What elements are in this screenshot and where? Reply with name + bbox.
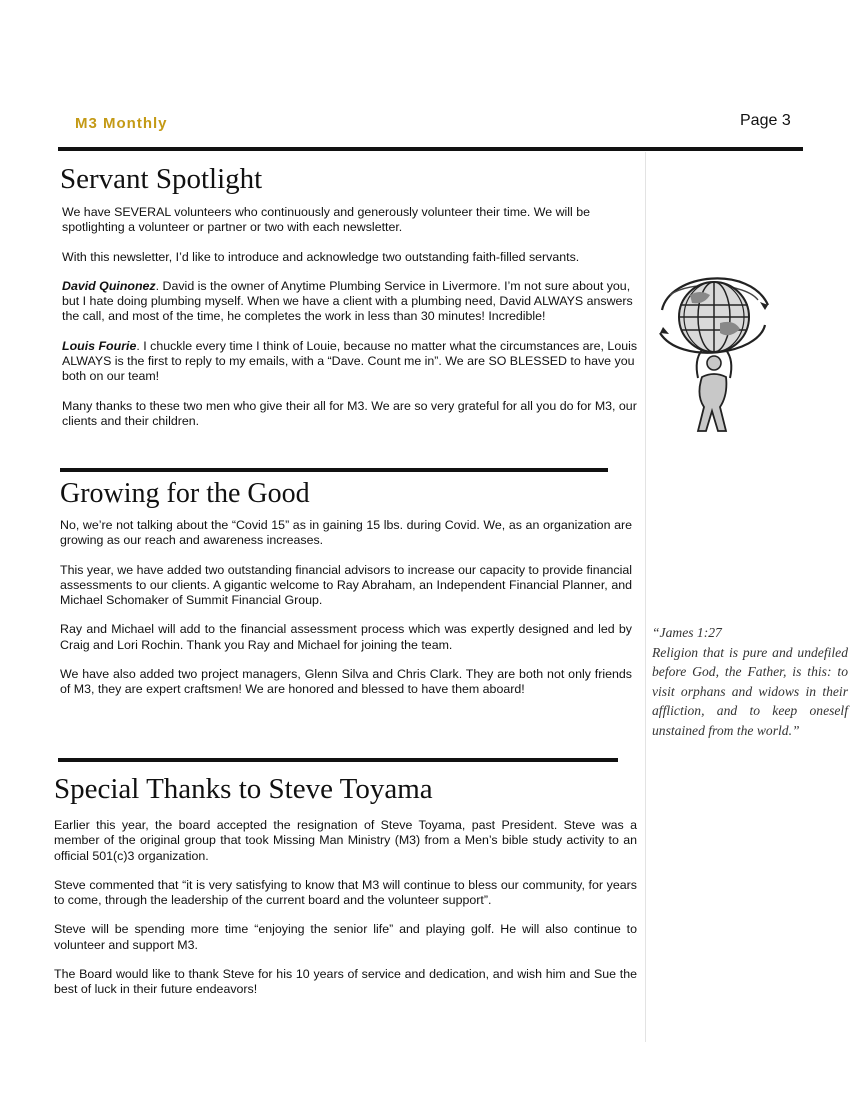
spotlight-paragraph-1: We have SEVERAL volunteers who continuously and generously volunteer their time. We will be spotlighting a volunteer or partner or two with each newsletter. [62, 205, 591, 235]
section-title-special-thanks: Special Thanks to Steve Toyama [54, 773, 433, 805]
spotlight-paragraph-2: With this newsletter, I’d like to introduce and acknowledge two outstanding faith-filled servants. [62, 249, 580, 264]
growing-paragraph-2: This year, we have added two outstanding financial advisors to increase our capacity to provide financial assessments to our clients. A gigantic welcome to Ray Abraham, an Independent Financial Planner, and Michael Schomaker of Summit Financial Group. [60, 562, 632, 608]
scripture-text: Religion that is pure and undefiled before God, the Father, is this: to visit orphans and widows in their affliction, and to keep oneself unstained from the world.” [652, 644, 848, 738]
section-title-growing-for-the-good: Growing for the Good [60, 478, 310, 509]
publication-title: M3 Monthly [75, 115, 168, 132]
scripture-reference: “James 1:27 [652, 625, 722, 640]
growing-paragraph-1: No, we’re not talking about the “Covid 15” as in gaining 15 lbs. during Covid. We, as an organization are growing as our reach and awareness increases. [60, 518, 632, 548]
thanks-paragraph-3: Steve will be spending more time “enjoying the senior life” and playing golf. He will also continue to volunteer and support M3. [54, 922, 637, 952]
figure-holding-globe-icon [650, 255, 775, 435]
volunteer-text-louis: . I chuckle every time I think of Louie, because no matter what the circumstances are, Louis ALWAYS is the first to reply to my emails, with a “Dave. Count me in”. We are SO BLESSED to have you both on our team! [62, 338, 638, 384]
volunteer-name-david: David Quinonez [62, 278, 156, 293]
growing-body [60, 518, 632, 712]
globe-figure-illustration [650, 255, 775, 435]
spotlight-paragraph-3 [62, 279, 638, 325]
scripture-quote [652, 623, 848, 740]
special-thanks-body [54, 818, 637, 1012]
header-rule [58, 147, 803, 151]
section-rule-1 [60, 468, 608, 472]
growing-paragraph-3: Ray and Michael will add to the financial assessment process which was expertly designed and led by Craig and Lori Rochin. Thank you Ray and Michael for joining the team. [60, 622, 632, 652]
page-number: Page 3 [740, 112, 791, 129]
spotlight-paragraph-4 [62, 339, 638, 385]
growing-paragraph-4: We have also added two project managers, Glenn Silva and Chris Clark. They are both not only friends of M3, they are expert craftsmen! We are honored and blessed to have them aboard! [60, 667, 632, 697]
thanks-paragraph-2: Steve commented that “it is very satisfying to know that M3 will continue to bless our community, for years to come, through the leadership of the current board and the volunteer support”. [54, 877, 637, 908]
sidebar-divider [645, 152, 646, 1042]
thanks-paragraph-1: Earlier this year, the board accepted the resignation of Steve Toyama, past President. Steve was a member of the original group that took Missing Man Ministry (M3) from a Men’s bible study activity to an official 501(c)3 organization. [54, 818, 637, 863]
volunteer-name-louis: Louis Fourie [62, 338, 137, 353]
section-title-servant-spotlight: Servant Spotlight [60, 163, 263, 195]
spotlight-paragraph-5: Many thanks to these two men who give their all for M3. We are so very grateful for all you do for M3, our clients and their children. [62, 398, 637, 428]
thanks-paragraph-4: The Board would like to thank Steve for his 10 years of service and dedication, and wish him and Sue the best of luck in their future endeavors! [54, 967, 637, 997]
volunteer-text-david: . David is the owner of Anytime Plumbing Service in Livermore. I’m not sure about you, but I hate doing plumbing myself. When we have a client with a plumbing need, David ALWAYS answers the call, and most of the time, he completes the work in less than 30 minutes! Incredible! [62, 278, 633, 324]
servant-spotlight-body [62, 205, 638, 443]
section-rule-2 [58, 758, 618, 762]
